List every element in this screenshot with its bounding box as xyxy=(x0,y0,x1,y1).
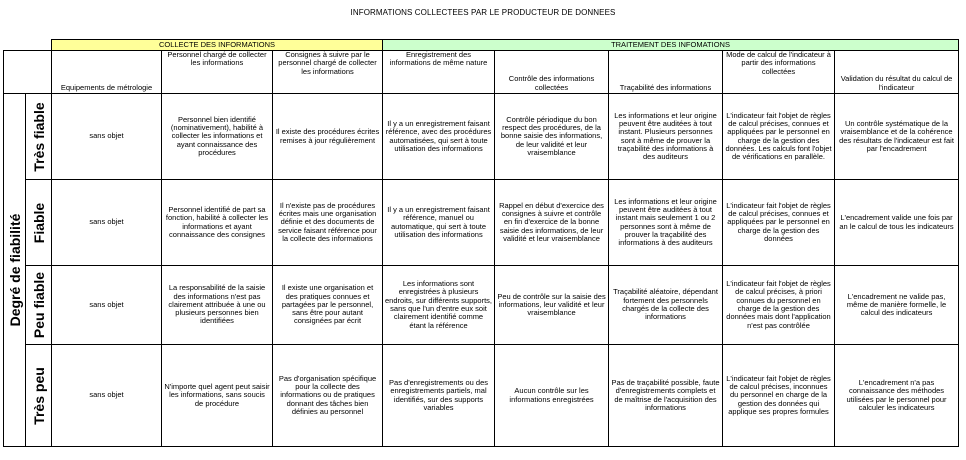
table-cell: Il y a un enregistrement faisant référence, avec des procédures automatisées, qui sert à toute utilisation des informations xyxy=(383,94,495,180)
column-header: Mode de calcul de l'indicateur à partir des informations collectées xyxy=(723,51,835,94)
degree-label-cell xyxy=(4,94,26,447)
level-cell xyxy=(26,345,52,447)
level-cell xyxy=(26,266,52,345)
table-cell: sans objet xyxy=(52,266,162,345)
table-cell: sans objet xyxy=(52,94,162,180)
level-label: Très peu xyxy=(30,366,47,425)
table-cell: Pas d'enregistrements ou des enregistrements partiels, mal identifiés, sur des supports variables xyxy=(383,345,495,447)
table-cell: N'importe quel agent peut saisir les informations, sans soucis de procédure xyxy=(162,345,273,447)
table-cell: Personnel bien identifié (nominativement), habilité à collecter les informations et ayant connaissance des procédures xyxy=(162,94,273,180)
table-row xyxy=(4,94,959,180)
table-cell: sans objet xyxy=(52,180,162,266)
table-cell: L'encadrement valide une fois par an le calcul de tous les indicateurs xyxy=(835,180,959,266)
corner-blank xyxy=(26,40,52,51)
table-cell: Il existe des procédures écrites remises à jour régulièrement xyxy=(273,94,383,180)
level-label: Très fiable xyxy=(30,101,47,172)
group-header-traitement: TRAITEMENT DES INFOMATIONS xyxy=(383,40,959,51)
table-cell: L'indicateur fait l'objet de règles de calcul précises, connues et appliquées par le personnel en charge de la gestion des données xyxy=(723,180,835,266)
table-cell: La responsabilité de la saisie des informations n'est pas clairement attribuée à une ou plusieurs personnes bien identifiées xyxy=(162,266,273,345)
column-header: Consignes à suivre par le personnel chargé de collecter les informations xyxy=(273,51,383,94)
table-cell: Il y a un enregistrement faisant référence, manuel ou automatique, qui sert à toute utilisation des informations xyxy=(383,180,495,266)
table-cell: Peu de contrôle sur la saisie des informations, leur validité et leur vraisemblance xyxy=(495,266,609,345)
column-header: Validation du résultat du calcul de l'indicateur xyxy=(835,51,959,94)
table-cell: Rappel en début d'exercice des consignes à suivre et contrôle en fin d'exercice de la bonne saisie des informations, de leur validité et leur vraisemblance xyxy=(495,180,609,266)
table-cell: Personnel identifié de part sa fonction, habilité à collecter les informations et ayant connaissance des consignes xyxy=(162,180,273,266)
table-cell: Contrôle périodique du bon respect des procédures, de la bonne saisie des informations, de leur validité et leur vraisemblance xyxy=(495,94,609,180)
column-header: Traçabilité des informations xyxy=(609,51,723,94)
table-cell: L'indicateur fait l'objet de règles de calcul précises, connues et appliquées par le personnel en charge de la gestion des données. Les calculs font l'objet de vérifications en parallèle. xyxy=(723,94,835,180)
table-cell: L'indicateur fait l'objet de règles de calcul précises, à priori connues du personnel en charge de la gestion des données mais dont l'application n'est pas contrôlée xyxy=(723,266,835,345)
table-row xyxy=(4,180,959,266)
column-header: Contrôle des informations collectées xyxy=(495,51,609,94)
level-cell xyxy=(26,94,52,180)
group-header-collecte: COLLECTE DES INFORMATIONS xyxy=(52,40,383,51)
reliability-table xyxy=(3,39,959,447)
level-label: Peu fiable xyxy=(30,271,47,339)
table-cell: Un contrôle systématique de la vraisemblance et de la cohérence des résultats de l'indicateur est fait par l'encadrement xyxy=(835,94,959,180)
table-cell: Les informations et leur origine peuvent être auditées à tout instant mais seulement 1 ou 2 personnes sont à même de prouver la traçabilité des informations à des auditeurs xyxy=(609,180,723,266)
table-row xyxy=(4,345,959,447)
table-cell: L'encadrement ne valide pas, même de manière formelle, le calcul des indicateurs xyxy=(835,266,959,345)
table-cell: Pas d'organisation spécifique pour la collecte des informations ou de pratiques donnant des tâches bien définies au personnel xyxy=(273,345,383,447)
level-label: Fiable xyxy=(30,202,47,243)
table-cell: Il existe une organisation et des pratiques connues et partagées par le personnel, sans être pour autant consignées par écrit xyxy=(273,266,383,345)
table-cell: Les informations et leur origine peuvent être auditées à tout instant. Plusieurs personnes sont à même de prouver la traçabilité des informations à des auditeurs xyxy=(609,94,723,180)
level-cell xyxy=(26,180,52,266)
table-cell: Les informations sont enregistrées à plusieurs endroits, sur différents supports, sans que l'un d'entre eux soit clairement identifié comme étant la référence xyxy=(383,266,495,345)
header-blank xyxy=(4,51,52,94)
table-row xyxy=(4,266,959,345)
column-header: Equipements de métrologie xyxy=(52,51,162,94)
table-cell: Traçabilité aléatoire, dépendant fortement des personnels chargés de la collecte des informations xyxy=(609,266,723,345)
degree-label: Degré de fiabilité xyxy=(6,213,23,327)
corner-blank xyxy=(4,40,26,51)
column-header: Enregistrement des informations de même nature xyxy=(383,51,495,94)
table-cell: L'indicateur fait l'objet de règles de calcul précises, inconnues du personnel en charge de la gestion des données qui applique ses propres formules xyxy=(723,345,835,447)
table-cell: L'encadrement n'a pas connaissance des méthodes utilisées par le personnel pour calculer les indicateurs xyxy=(835,345,959,447)
column-header: Personnel chargé de collecter les informations xyxy=(162,51,273,94)
table-cell: Il n'existe pas de procédures écrites mais une organisation définie et des documents de service faisant référence pour la collecte des informations xyxy=(273,180,383,266)
table-cell: sans objet xyxy=(52,345,162,447)
table-cell: Aucun contrôle sur les informations enregistrées xyxy=(495,345,609,447)
table-cell: Pas de traçabilité possible, faute d'enregistrements complets et de maîtrise de l'acquisition des informations xyxy=(609,345,723,447)
page-title: INFORMATIONS COLLECTEES PAR LE PRODUCTEUR DE DONNEES xyxy=(350,8,616,17)
